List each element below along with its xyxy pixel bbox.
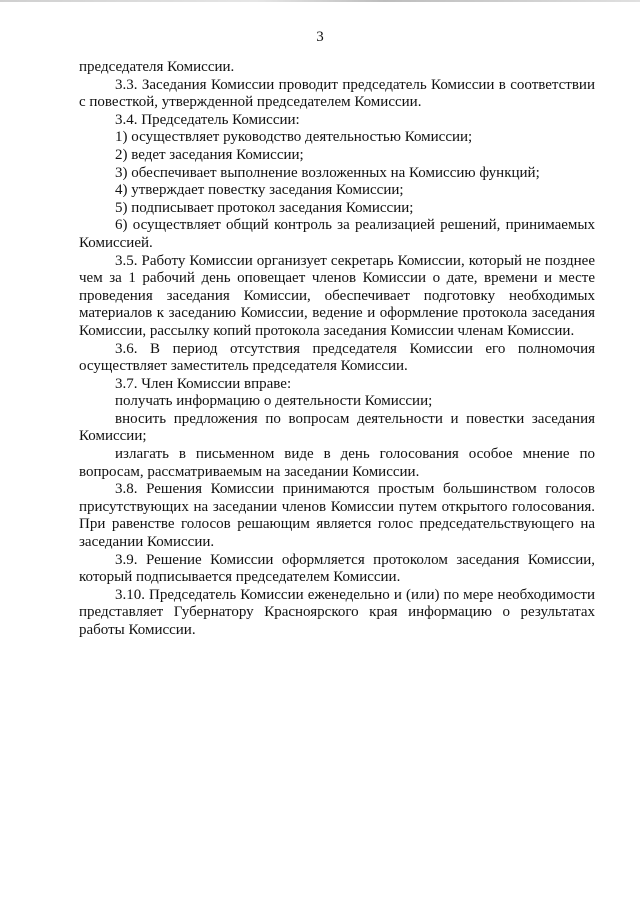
paragraph-3-6: 3.6. В период отсутствия председателя Комиссии его полномочия осуществляет заместитель председателя Комиссии. bbox=[79, 340, 595, 375]
list-item-3-4-5: 5) подписывает протокол заседания Комиссии; bbox=[115, 199, 414, 216]
paragraph-3-4: 3.4. Председатель Комиссии: bbox=[115, 111, 300, 128]
paragraph-3-7: 3.7. Член Комиссии вправе: bbox=[115, 375, 292, 392]
list-item-3-4-1: 1) осуществляет руководство деятельностью Комиссии; bbox=[115, 129, 473, 146]
paragraph-3-5: 3.5. Работу Комиссии организует секретарь Комиссии, который не позднее чем за 1 рабочий день оповещает членов Комиссии о дате, времени и месте проведения заседания Комиссии, обеспечивает подготовку необходимых материалов к заседанию Комиссии, ведение и оформление протокола заседания Комиссии, рассылку копий протокола заседания Комиссии членам Комиссии. bbox=[79, 252, 595, 339]
list-item-3-4-3: 3) обеспечивает выполнение возложенных на Комиссию функций; bbox=[115, 164, 540, 181]
list-item-3-7-1: получать информацию о деятельности Комиссии; bbox=[115, 393, 433, 410]
paragraph-3-10: 3.10. Председатель Комиссии еженедельно и (или) по мере необходимости представляет Губернатору Красноярского края информацию о результатах работы Комиссии. bbox=[79, 586, 595, 638]
list-item-3-7-2: вносить предложения по вопросам деятельности и повестки заседания Комиссии; bbox=[79, 410, 595, 445]
document-body bbox=[79, 59, 595, 640]
paragraph-3-9: 3.9. Решение Комиссии оформляется протоколом заседания Комиссии, который подписывается председателем Комиссии. bbox=[79, 551, 595, 586]
list-item-3-4-2: 2) ведет заседания Комиссии; bbox=[115, 146, 304, 163]
list-item-3-4-4: 4) утверждает повестку заседания Комиссии; bbox=[115, 182, 404, 199]
list-item-3-4-6: 6) осуществляет общий контроль за реализацией решений, принимаемых Комиссией. bbox=[79, 217, 595, 251]
scan-edge-line bbox=[0, 0, 640, 2]
paragraph-3-8: 3.8. Решения Комиссии принимаются простым большинством голосов присутствующих на заседании членов Комиссии путем открытого голосования. При равенстве голосов решающим является голос председательствующего на заседании Комиссии. bbox=[79, 481, 595, 551]
page-number: 3 bbox=[316, 29, 324, 45]
list-item-3-7-3: излагать в письменном виде в день голосования особое мнение по вопросам, рассматриваемым на заседании Комиссии. bbox=[79, 446, 595, 480]
paragraph-3-3: 3.3. Заседания Комиссии проводит председатель Комиссии в соответствии с повесткой, утвержденной председателем Комиссии. bbox=[79, 76, 595, 111]
paragraph-continuation: председателя Комиссии. bbox=[79, 59, 235, 75]
